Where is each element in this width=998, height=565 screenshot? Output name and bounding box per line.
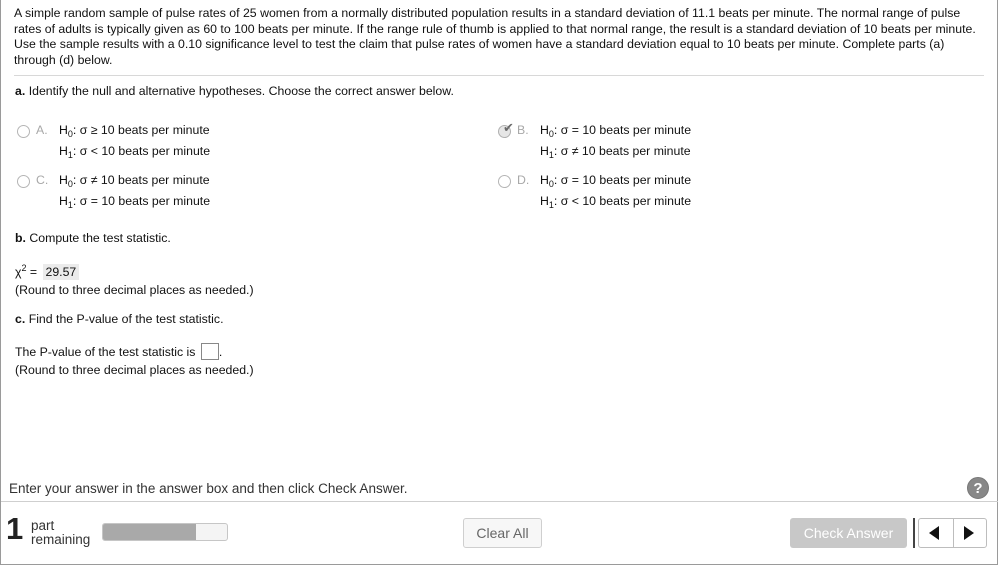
h1-letter: H [540, 144, 549, 158]
parts-remaining-label [31, 519, 90, 547]
choice-a-letter: A. [36, 123, 48, 137]
choice-a-h1-text: : σ < 10 beats per minute [72, 144, 211, 158]
choice-b-h0-text: : σ = 10 beats per minute [553, 123, 692, 137]
choice-b[interactable] [498, 120, 798, 163]
choice-c[interactable] [17, 173, 317, 213]
part-c-hint: (Round to three decimal places as needed.) [15, 363, 254, 377]
choice-c-h0 [59, 173, 210, 189]
check-answer-button[interactable]: Check Answer [790, 518, 907, 548]
footer-divider [1, 501, 998, 502]
part-c-label: c. [15, 312, 26, 326]
choice-c-radio[interactable] [17, 175, 30, 188]
nav-separator [913, 518, 915, 548]
choice-c-h0-text: : σ ≠ 10 beats per minute [72, 173, 210, 187]
pvalue-line [15, 343, 222, 360]
choice-a-h0 [59, 123, 210, 139]
h0-letter: H [540, 173, 549, 187]
pvalue-text: The P-value of the test statistic is [15, 345, 196, 359]
question-nav [918, 518, 987, 548]
part-b-label: b. [15, 231, 26, 245]
parts-remaining-line2: remaining [31, 532, 91, 547]
h1-subscript: 1 [67, 200, 73, 210]
h1-letter: H [59, 144, 68, 158]
previous-arrow-icon[interactable] [929, 526, 939, 540]
choice-a-h1 [59, 144, 210, 160]
h1-letter: H [59, 194, 68, 208]
part-a-label: a. [15, 84, 26, 98]
choice-d-h0 [540, 173, 691, 189]
choice-a-radio[interactable] [17, 125, 30, 138]
h0-letter: H [59, 123, 68, 137]
choice-b-h1-text: : σ ≠ 10 beats per minute [553, 144, 691, 158]
part-a-prompt: Identify the null and alternative hypotheses. Choose the correct answer below. [28, 84, 454, 98]
clear-all-button[interactable]: Clear All [463, 518, 542, 548]
choice-d-letter: D. [517, 173, 530, 187]
part-a-title [15, 84, 454, 98]
h0-subscript: 0 [67, 129, 73, 139]
parts-remaining-count: 1 [6, 511, 24, 546]
checkmark-icon: ✔ [503, 120, 514, 135]
progress-bar [102, 523, 228, 541]
choice-c-h1 [59, 194, 210, 210]
h0-subscript: 0 [548, 129, 554, 139]
part-b-prompt: Compute the test statistic. [29, 231, 171, 245]
h0-letter: H [540, 123, 549, 137]
choice-b-h1 [540, 144, 691, 160]
part-c-prompt: Find the P-value of the test statistic. [28, 312, 224, 326]
choice-d[interactable] [498, 173, 798, 213]
choice-d-h1 [540, 194, 691, 210]
choice-c-letter: C. [36, 173, 49, 187]
part-b-hint: (Round to three decimal places as needed.) [15, 283, 254, 297]
h1-subscript: 1 [67, 150, 73, 160]
choice-a-h0-text: : σ ≥ 10 beats per minute [72, 123, 210, 137]
chi-symbol: χ [15, 265, 22, 279]
test-statistic-answer[interactable]: 29.57 [43, 264, 80, 280]
h0-subscript: 0 [67, 179, 73, 189]
parts-remaining-line1: part [31, 518, 55, 533]
choice-b-letter: B. [517, 123, 529, 137]
help-icon[interactable]: ? [967, 477, 989, 499]
progress-fill [103, 524, 196, 540]
next-arrow-icon[interactable] [964, 526, 974, 540]
question-text: A simple random sample of pulse rates of 25 women from a normally distributed population results in a standard deviation of 11.1 beats per minute. The normal range of pulse rates of adults is typically given as 60 to 100 beats per minute. If the range rule of thumb is applied to that normal range, the result is a standard deviation of 10 beats per minute. Use the sample results with a 0.10 significance level to test the claim that pulse rates of women have a standard deviation equal to 10 beats per minute. Complete parts (a) through (d) below. [14, 6, 976, 67]
pvalue-input[interactable] [201, 343, 219, 360]
nav-divider [953, 519, 954, 547]
test-statistic-line [15, 263, 79, 280]
part-b-title [15, 231, 171, 245]
h0-subscript: 0 [548, 179, 554, 189]
choice-b-h0 [540, 123, 691, 139]
chi-superscript: 2 [21, 263, 27, 273]
footer-instruction: Enter your answer in the answer box and then click Check Answer. [9, 481, 408, 496]
choice-a[interactable] [17, 123, 317, 163]
chi-equals: = [26, 265, 41, 279]
h0-letter: H [59, 173, 68, 187]
pvalue-period: . [218, 345, 223, 359]
choice-d-radio[interactable] [498, 175, 511, 188]
choice-d-h1-text: : σ < 10 beats per minute [553, 194, 692, 208]
h1-letter: H [540, 194, 549, 208]
choice-c-h1-text: : σ = 10 beats per minute [72, 194, 211, 208]
choice-d-h0-text: : σ = 10 beats per minute [553, 173, 692, 187]
question-divider [14, 75, 984, 76]
h1-subscript: 1 [548, 150, 554, 160]
part-c-title [15, 312, 223, 326]
h1-subscript: 1 [548, 200, 554, 210]
